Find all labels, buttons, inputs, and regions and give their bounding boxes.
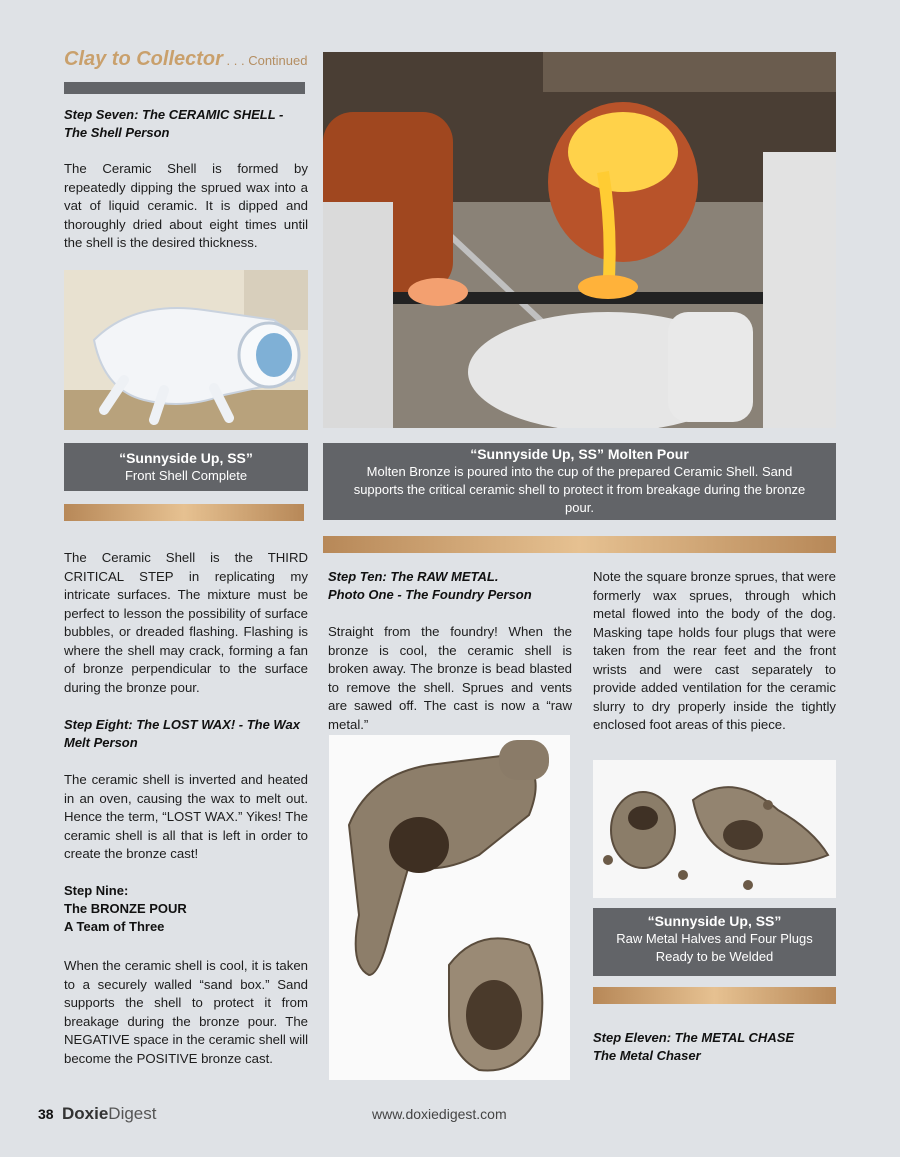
page-title: Clay to Collector . . . Continued <box>64 48 308 70</box>
step-ten-body: Straight from the foundry! When the bronze is cool, the ceramic shell is broken away. The bronze is bead blasted to remove the shell. Sprues and vents are sawed off. The cast is now a “raw metal.” <box>328 624 572 732</box>
ceramic-shell-intro: The Ceramic Shell is the THIRD CRITICAL STEP in replicating my intricate surfaces. The mixture must be perfect to lesson the possibility of surface bubbles, or dreaded flashing. Flashing is where the shell may crack, forming a fan of bronze perpendicular to the surface during the bronze pour. <box>64 550 308 695</box>
gold-divider-right <box>593 987 836 1004</box>
step-nine-heading: Step Nine: The BRONZE POUR A Team of Three <box>64 883 187 934</box>
molten-pour-photo <box>323 52 836 428</box>
step-seven-body: The Ceramic Shell is formed by repeatedly dipping the sprued wax into a vat of liquid ceramic. It is dipped and thoroughly dried about eight times until the shell is the desired thickness. <box>64 161 308 250</box>
step-ten-heading: Step Ten: The RAW METAL. Photo One - The Foundry Person <box>328 569 532 602</box>
shell-caption: “Sunnyside Up, SS” Front Shell Complete <box>64 443 308 491</box>
brand-logo: DoxieDigest <box>62 1104 157 1123</box>
raw-metal-halves-photo <box>593 760 836 898</box>
step-nine-body: When the ceramic shell is cool, it is taken to a securely walled “sand box.” Sand supports the shell to protect it from breakage during the bronze pour. The NEGATIVE space in the ceramic shell will become the POSITIVE bronze cast. <box>64 958 308 1066</box>
molten-pour-caption: “Sunnyside Up, SS” Molten Pour Molten Bronze is poured into the cup of the prepared Ceramic Shell. Sand supports the critical ceramic shell to protect it from breakage during the bronze pour. <box>323 443 836 520</box>
step-eleven-heading: Step Eleven: The METAL CHASE The Metal Chaser <box>593 1030 795 1063</box>
step-eight-heading: Step Eight: The LOST WAX! - The Wax Melt Person <box>64 717 300 750</box>
page-number: 38 <box>38 1106 54 1122</box>
raw-metal-photo <box>329 735 570 1080</box>
sprues-note: Note the square bronze sprues, that were formerly wax sprues, through which metal flowed into the body of the dog. Masking tape holds four plugs that were taken from the rear feet and the front wrists and were cast separately to provide added ventilation for the ceramic slurry to dry properly inside the tightly enclosed foot areas of this piece. <box>593 569 836 732</box>
shell-photo <box>64 270 308 430</box>
step-eight-body: The ceramic shell is inverted and heated in an oven, causing the wax to melt out. Hence the term, “LOST WAX.” Yikes! The ceramic shell is all that is left in order to create the bronze cast! <box>64 772 308 861</box>
website-url: www.doxiedigest.com <box>372 1106 507 1122</box>
gold-divider-left <box>64 504 304 521</box>
raw-metal-halves-caption: “Sunnyside Up, SS” Raw Metal Halves and Four Plugs Ready to be Welded <box>593 908 836 976</box>
header-divider <box>64 82 305 94</box>
gold-divider-wide <box>323 536 836 553</box>
step-seven-heading: Step Seven: The CERAMIC SHELL - The Shell Person <box>64 107 284 140</box>
